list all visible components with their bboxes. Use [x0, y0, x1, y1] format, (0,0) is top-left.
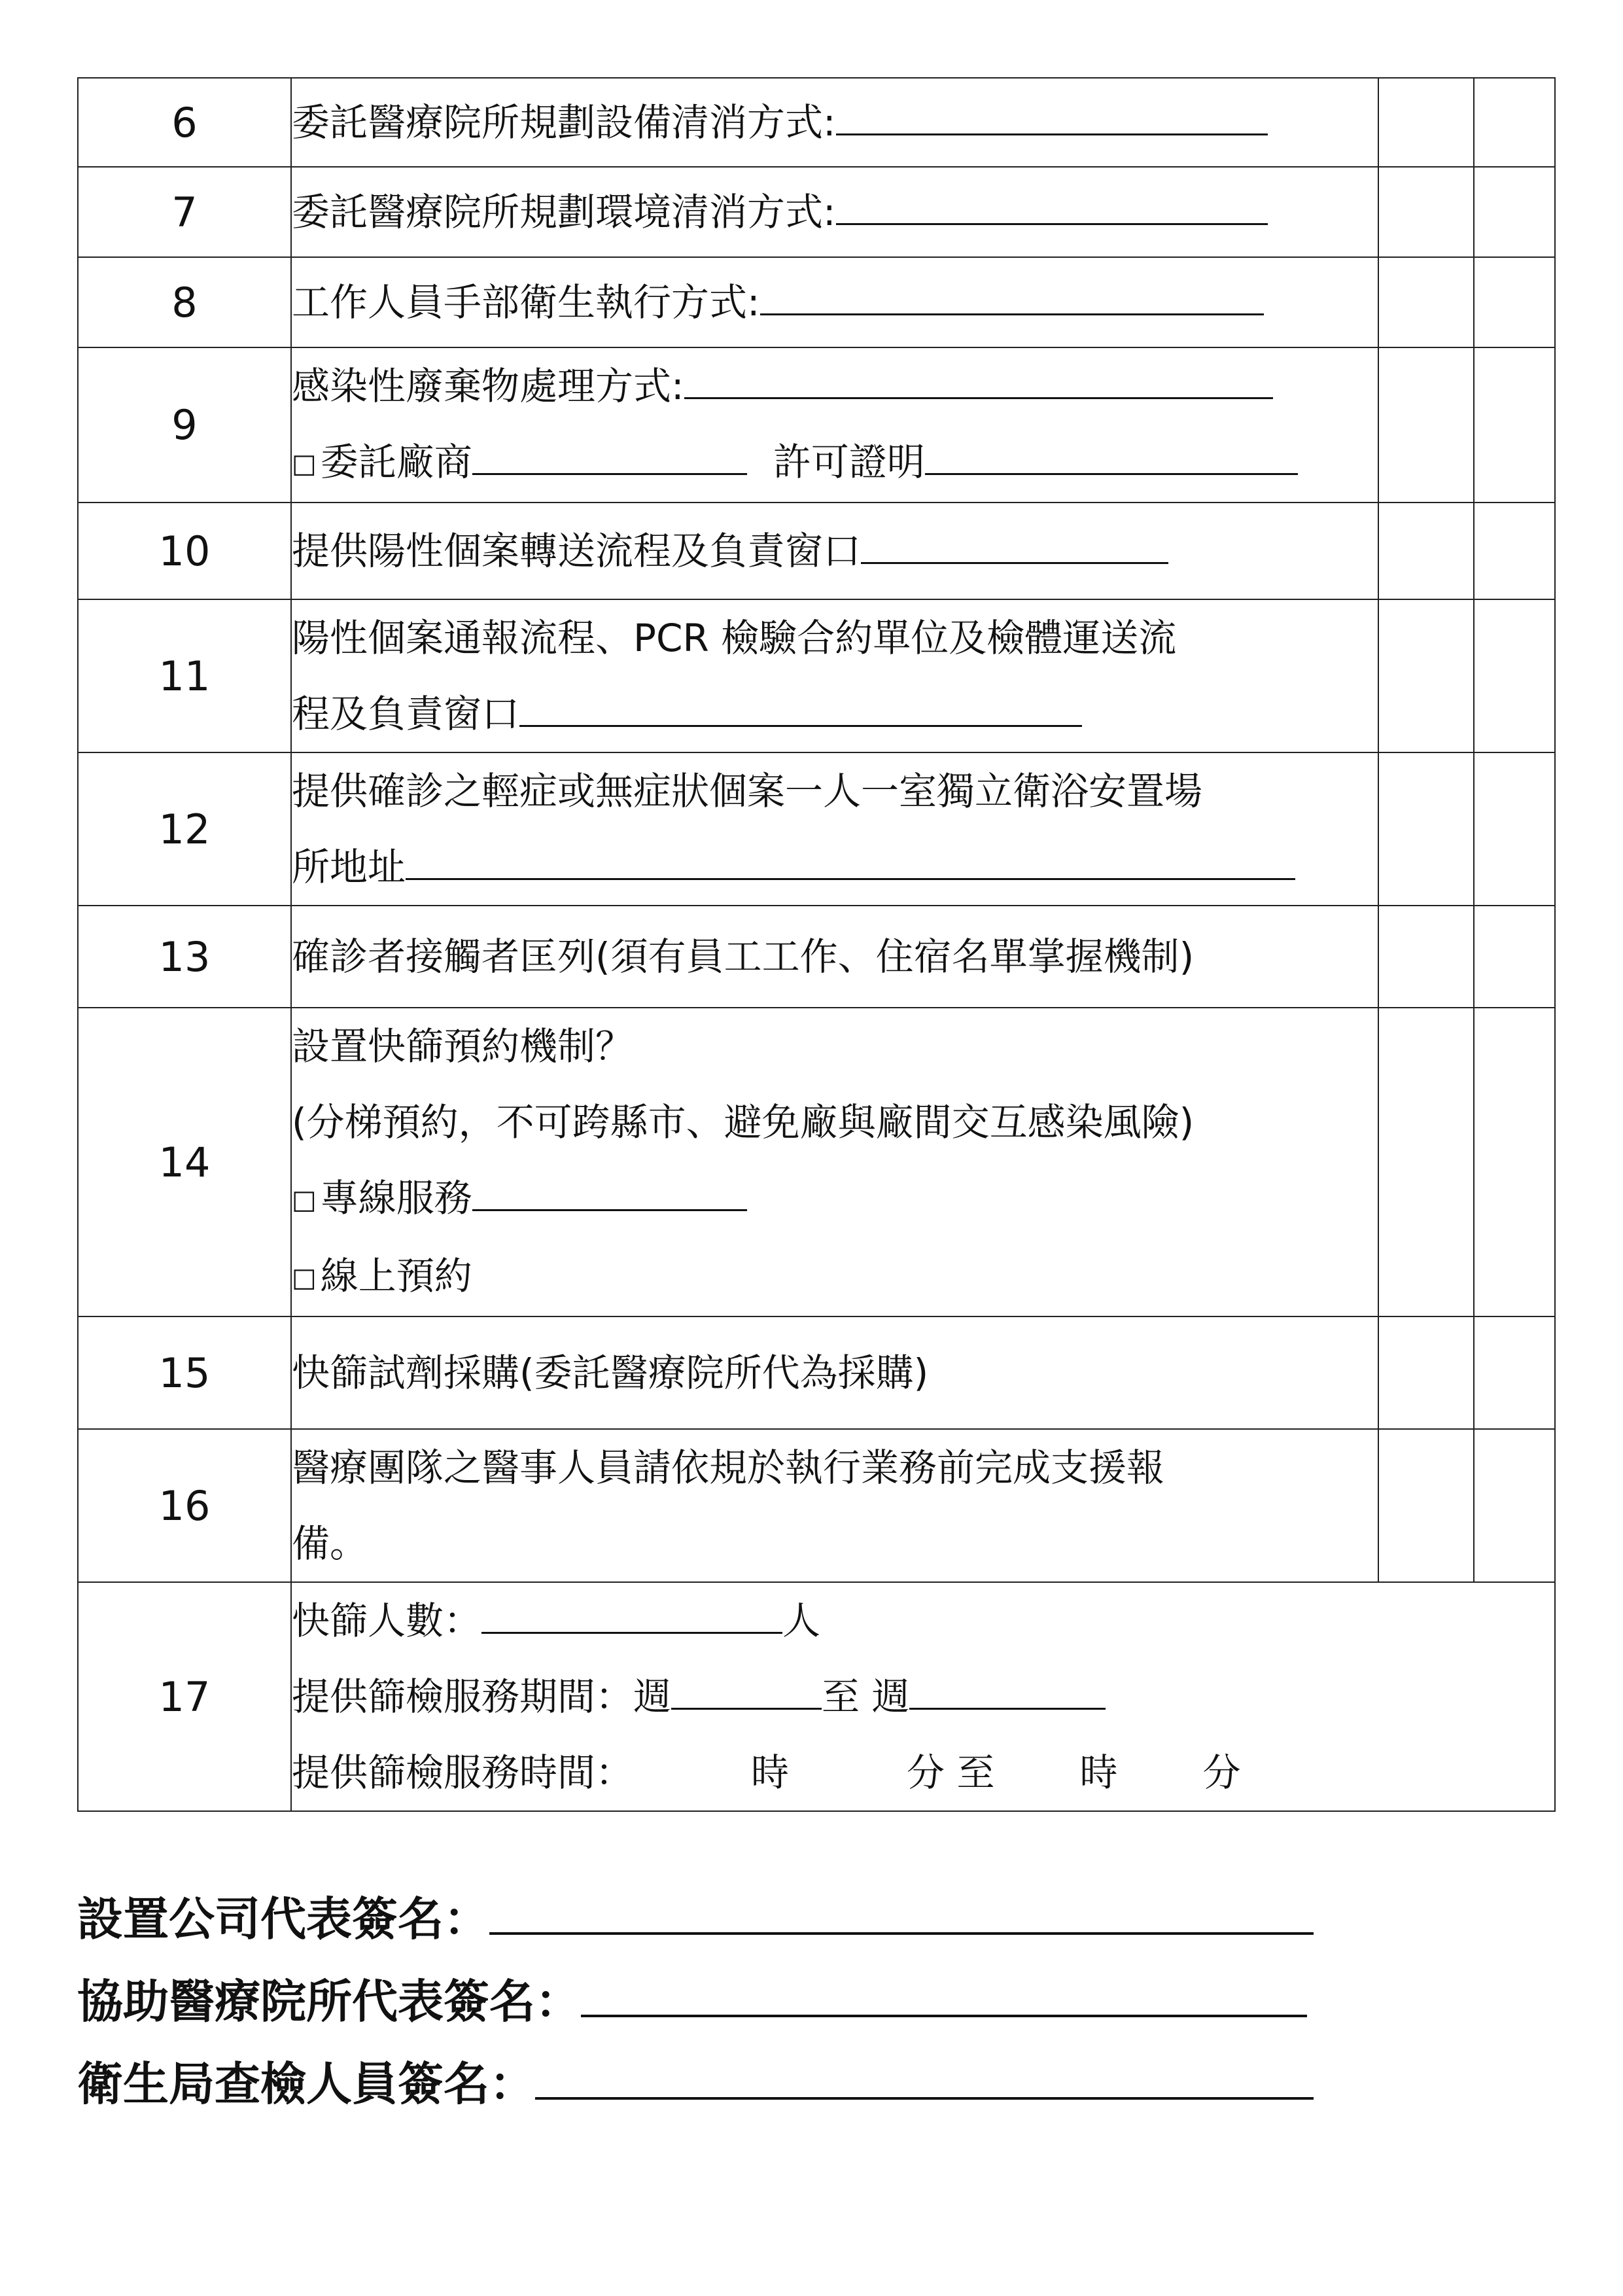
check-cell-no[interactable] [1474, 752, 1555, 906]
time-minute-end: 分 [1202, 1750, 1241, 1795]
table-row [78, 906, 1555, 1008]
signature-line[interactable] [535, 2045, 1314, 2100]
row-number: 10 [78, 503, 291, 599]
check-cell-no[interactable] [1474, 347, 1555, 503]
row-content [291, 906, 1378, 1008]
item-text: 醫療團隊之醫事人員請依規於執行業務前完成支援報 [292, 1445, 1165, 1490]
option-label: 委託廠商 [320, 440, 472, 484]
check-cell-no[interactable] [1474, 906, 1555, 1008]
fill-in-blank[interactable] [760, 270, 1264, 315]
table-row [78, 257, 1555, 347]
table-row [78, 78, 1555, 167]
fill-in-blank[interactable] [472, 1166, 747, 1211]
item-text: 委託醫療院所規劃環境清消方式: [292, 190, 836, 234]
row-number: 14 [78, 1008, 291, 1316]
row-content [291, 1582, 1555, 1811]
check-cell-yes[interactable] [1378, 1316, 1474, 1429]
signature-line[interactable] [581, 1962, 1307, 2017]
row-content [291, 347, 1378, 503]
count-unit: 人 [782, 1598, 821, 1643]
table-row [78, 167, 1555, 257]
checkbox[interactable]: □ [292, 1263, 317, 1293]
check-cell-no[interactable] [1474, 1008, 1555, 1316]
signature-line[interactable] [489, 1880, 1314, 1935]
time-hour: 時 [751, 1750, 790, 1795]
row-content [291, 752, 1378, 906]
table-row [78, 1008, 1555, 1316]
table-row [78, 752, 1555, 906]
period-to: 至 週 [822, 1674, 910, 1719]
row-number: 17 [78, 1582, 291, 1811]
item-text: 工作人員手部衛生執行方式: [292, 280, 760, 325]
period-start-blank[interactable] [671, 1665, 822, 1710]
row-number: 8 [78, 257, 291, 347]
fill-in-blank[interactable] [925, 430, 1298, 475]
count-label: 快篩人數： [292, 1598, 482, 1643]
row-content [291, 503, 1378, 599]
row-number: 16 [78, 1429, 291, 1582]
item-text: 陽性個案通報流程、PCR 檢驗合約單位及檢體運送流 [292, 616, 1177, 660]
check-cell-yes[interactable] [1378, 1008, 1474, 1316]
check-cell-yes[interactable] [1378, 906, 1474, 1008]
check-cell-yes[interactable] [1378, 752, 1474, 906]
check-cell-no[interactable] [1474, 78, 1555, 167]
check-cell-no[interactable] [1474, 1316, 1555, 1429]
row-content [291, 1316, 1378, 1429]
table-row [78, 347, 1555, 503]
option-label: 專線服務 [320, 1176, 472, 1220]
check-cell-no[interactable] [1474, 167, 1555, 257]
row-content [291, 1008, 1378, 1316]
row-number: 9 [78, 347, 291, 503]
fill-in-blank[interactable] [836, 180, 1268, 225]
fill-in-blank[interactable] [836, 90, 1268, 135]
period-end-blank[interactable] [909, 1665, 1106, 1710]
item-text: 備。 [292, 1521, 368, 1566]
signature-hospital [77, 1960, 1490, 2043]
item-text: 快篩試劑採購(委託醫療院所代為採購) [292, 1351, 929, 1395]
item-text: 提供確診之輕症或無症狀個案一人一室獨立衛浴安置場 [292, 769, 1203, 813]
row-number: 13 [78, 906, 291, 1008]
check-cell-yes[interactable] [1378, 599, 1474, 752]
fill-in-blank[interactable] [861, 519, 1168, 564]
row-content [291, 1429, 1378, 1582]
item-text: 所地址 [292, 845, 406, 889]
time-hour-end: 時 [1079, 1750, 1118, 1795]
fill-in-blank[interactable] [519, 682, 1082, 727]
table-row [78, 1429, 1555, 1582]
table-row [78, 503, 1555, 599]
item-text: 確診者接觸者匡列(須有員工工作、住宿名單掌握機制) [292, 934, 1195, 979]
table-row [78, 1582, 1555, 1811]
row-number: 6 [78, 78, 291, 167]
check-cell-no[interactable] [1474, 257, 1555, 347]
item-text: 感染性廢棄物處理方式: [292, 364, 684, 408]
fill-in-blank[interactable] [406, 835, 1295, 880]
signature-company [77, 1878, 1490, 1960]
row-content [291, 78, 1378, 167]
check-cell-yes[interactable] [1378, 1429, 1474, 1582]
check-cell-yes[interactable] [1378, 78, 1474, 167]
time-minute-to: 分 至 [907, 1750, 995, 1795]
check-cell-yes[interactable] [1378, 347, 1474, 503]
checkbox[interactable]: □ [292, 1185, 317, 1215]
signature-section [77, 1878, 1490, 2125]
fill-in-blank[interactable] [472, 430, 747, 475]
permit-label: 許可證明 [773, 440, 925, 484]
row-number: 12 [78, 752, 291, 906]
check-cell-no[interactable] [1474, 503, 1555, 599]
table-row [78, 1316, 1555, 1429]
checkbox[interactable]: □ [292, 449, 317, 479]
period-label: 提供篩檢服務期間：週 [292, 1674, 672, 1719]
signature-health-bureau [77, 2043, 1490, 2125]
item-text: 設置快篩預約機制？ [292, 1024, 634, 1069]
fill-in-blank[interactable] [684, 354, 1273, 399]
row-number: 11 [78, 599, 291, 752]
table-row [78, 599, 1555, 752]
checklist-table [77, 77, 1556, 1812]
signature-label: 設置公司代表簽名： [77, 1892, 489, 1946]
row-number: 15 [78, 1316, 291, 1429]
time-label: 提供篩檢服務時間： [292, 1750, 634, 1795]
count-blank[interactable] [481, 1589, 782, 1634]
item-text: 提供陽性個案轉送流程及負責窗口 [292, 529, 862, 573]
item-note: (分梯預約，不可跨縣市、避免廠與廠間交互感染風險) [292, 1100, 1195, 1144]
row-content [291, 257, 1378, 347]
item-text: 委託醫療院所規劃設備清消方式: [292, 100, 836, 145]
check-cell-yes[interactable] [1378, 167, 1474, 257]
row-content [291, 167, 1378, 257]
check-cell-yes[interactable] [1378, 503, 1474, 599]
check-cell-no[interactable] [1474, 1429, 1555, 1582]
signature-label: 協助醫療院所代表簽名： [77, 1975, 581, 2028]
item-text: 程及負責窗口 [292, 692, 520, 736]
signature-label: 衛生局查檢人員簽名： [77, 2057, 535, 2111]
check-cell-no[interactable] [1474, 599, 1555, 752]
check-cell-yes[interactable] [1378, 257, 1474, 347]
row-number: 7 [78, 167, 291, 257]
row-content [291, 599, 1378, 752]
option-label: 線上預約 [320, 1254, 472, 1298]
